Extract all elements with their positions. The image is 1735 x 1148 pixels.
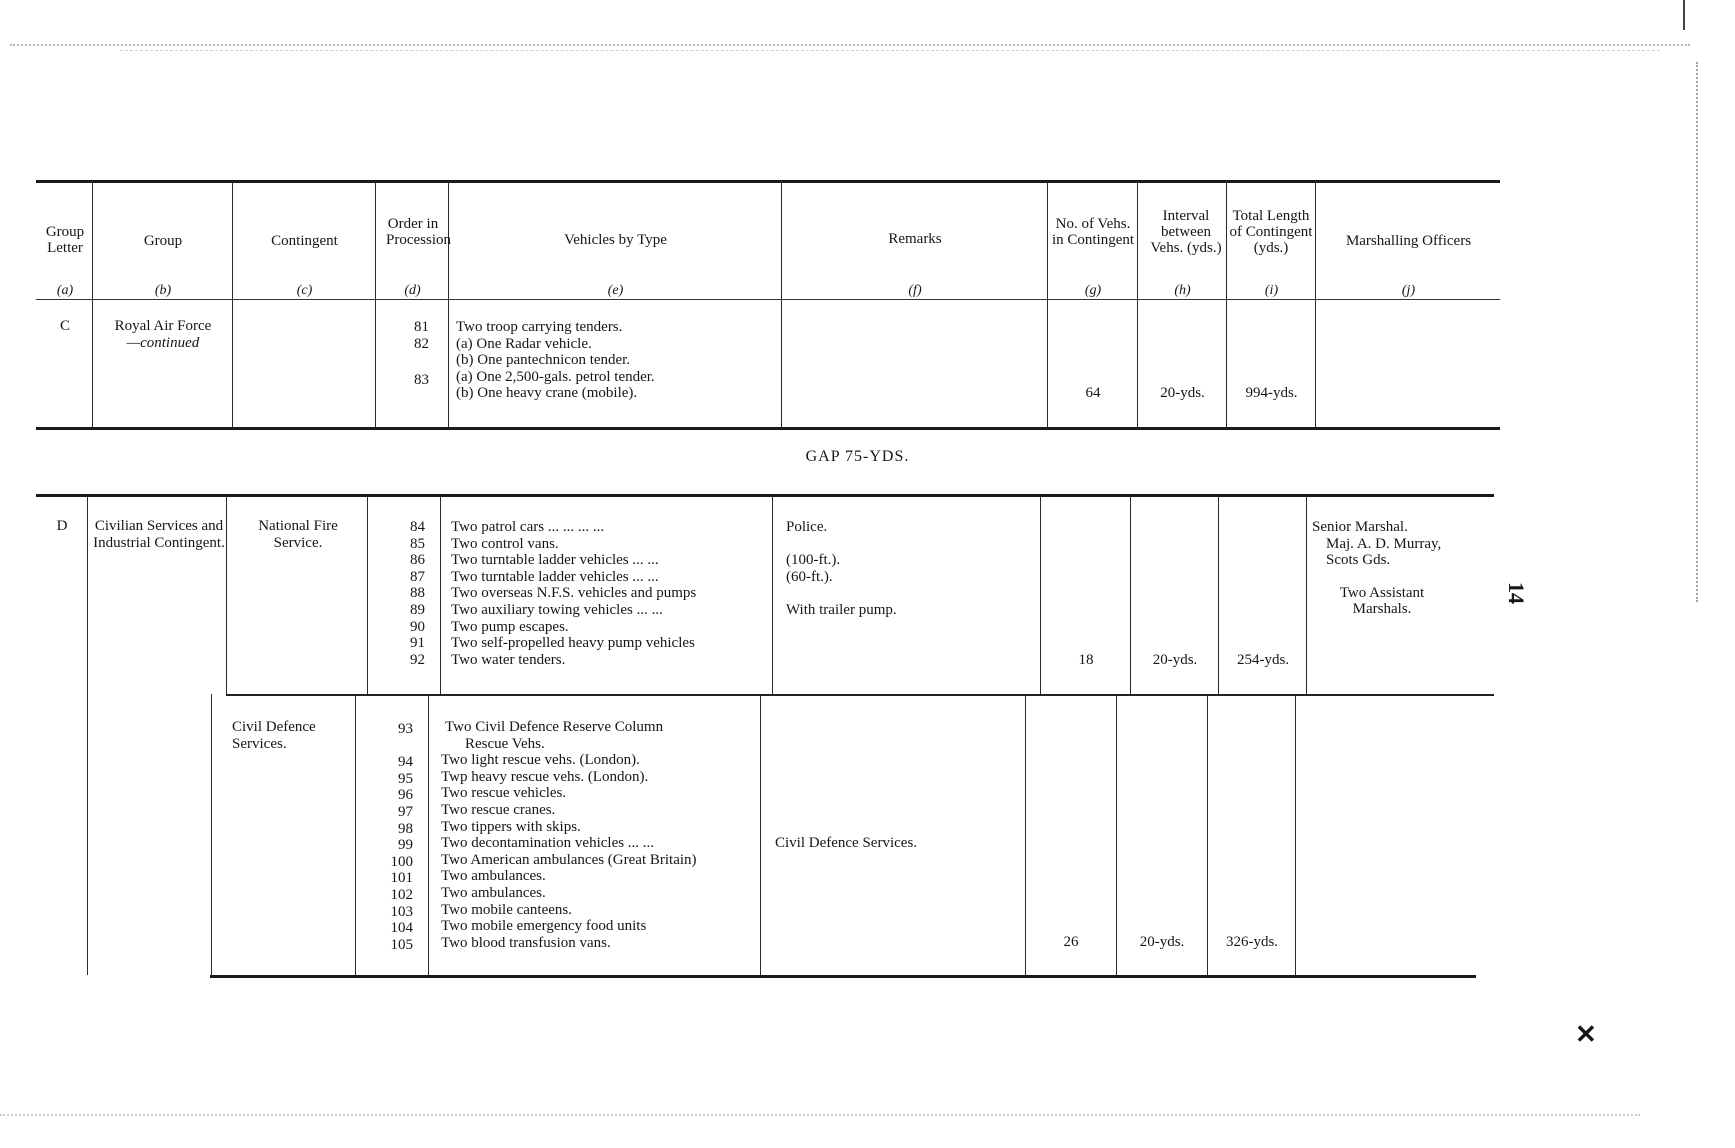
order-number: 87	[410, 568, 425, 585]
order-number: 92	[410, 651, 425, 668]
nfs-contingent: National Fire Service.	[258, 518, 338, 551]
nfs-total-length: 254-yds.	[1236, 652, 1290, 668]
section-c-group-cont: —continued	[126, 335, 200, 351]
section-c-orders	[377, 319, 429, 388]
header-vehicles: Vehicles by Type	[564, 232, 667, 248]
order-number: 105	[390, 936, 413, 953]
scan-edge-mark	[1683, 0, 1685, 30]
cds-no-vehs: 26	[1063, 934, 1079, 950]
header-no-vehs: No. of Vehs. in Contingent	[1051, 216, 1135, 248]
page-number: 14	[1504, 582, 1529, 604]
order-number: 91	[410, 635, 425, 652]
vehicle-entry: Two pump escapes.	[451, 618, 569, 635]
col-letter-e: (e)	[607, 283, 624, 298]
senior-marshal-unit: Scots Gds.	[1326, 552, 1391, 569]
remark-entry	[786, 619, 1036, 636]
order-number: 103	[390, 903, 413, 920]
section-c-no-vehs: 64	[1085, 385, 1101, 401]
order-number: 83	[414, 371, 429, 388]
col-letter-c: (c)	[296, 283, 313, 298]
order-number: 98	[398, 820, 413, 837]
nfs-interval: 20-yds.	[1152, 652, 1198, 668]
section-c-group: Royal Air Force	[114, 318, 212, 334]
assistant-marshals: Two Assistant Marshals.	[1339, 584, 1425, 618]
remark-entry	[786, 652, 1036, 669]
vehicle-entry: Two mobile emergency food units	[441, 918, 647, 935]
order-number: 104	[390, 920, 413, 937]
vehicle-entry: Two rescue cranes.	[441, 801, 556, 818]
scan-right-strip	[1696, 62, 1698, 602]
header-contingent: Contingent	[271, 233, 338, 249]
col-letter-h: (h)	[1174, 283, 1191, 298]
vehicle-entry: Two mobile canteens.	[441, 901, 572, 918]
order-number: 97	[398, 803, 413, 820]
vehicle-entry: Two water tenders.	[451, 651, 566, 668]
section-d-group: Civilian Services and Industrial Contingent.	[93, 518, 225, 551]
header-total-length: Total Length of Contingent (yds.)	[1229, 208, 1313, 256]
vehicle-entry: Two rescue vehicles.	[441, 785, 567, 802]
section-c-vehicles	[456, 319, 776, 402]
vehicle-entry: Two blood transfusion vans.	[441, 934, 611, 951]
header-group: Group	[143, 233, 183, 249]
order-number: 99	[398, 837, 413, 854]
vehicle-entry: Two auxiliary towing vehicles ... ...	[451, 601, 663, 618]
vehicle-entry: Two overseas N.F.S. vehicles and pumps	[451, 585, 697, 602]
order-number: 100	[390, 853, 413, 870]
cds-vehicles	[441, 719, 759, 951]
cds-total-length: 326-yds.	[1225, 934, 1279, 950]
header-marshalling: Marshalling Officers	[1345, 233, 1472, 249]
vehicle-entry: (b) One heavy crane (mobile).	[456, 385, 638, 402]
nfs-orders	[380, 519, 425, 668]
section-d-letter: D	[56, 518, 68, 534]
remark-entry: (100-ft.).	[786, 552, 841, 569]
order-number: 84	[410, 519, 425, 535]
header-remarks: Remarks	[888, 231, 942, 247]
cds-contingent: Civil Defence Services.	[232, 719, 316, 752]
order-number: 102	[390, 886, 413, 903]
col-letter-a: (a)	[56, 283, 74, 298]
vehicle-entry: (a) One 2,500-gals. petrol tender.	[456, 368, 655, 385]
vehicle-entry: Two tippers with skips.	[441, 818, 581, 835]
order-number: 81	[414, 319, 429, 335]
vehicle-entry: Rescue Vehs.	[465, 735, 545, 752]
order-number	[368, 738, 413, 755]
vehicle-entry: Two turntable ladder vehicles ... ...	[451, 568, 659, 585]
vehicle-entry: Two decontamination vehicles ... ...	[441, 835, 655, 852]
marshalling-officers	[1312, 519, 1502, 618]
col-letter-i: (i)	[1264, 283, 1279, 298]
scan-noise-bottom	[0, 1114, 1640, 1116]
order-number: 85	[410, 535, 425, 552]
corner-smudge: ✕	[1575, 1020, 1597, 1049]
col-letter-f: (f)	[908, 283, 922, 298]
scan-noise-top-2	[120, 50, 1660, 51]
vehicle-entry: Two ambulances.	[441, 884, 546, 901]
scan-noise-top	[10, 44, 1690, 46]
vehicle-entry: Two control vans.	[451, 535, 559, 552]
section-c-total-length: 994-yds.	[1245, 385, 1298, 401]
remark-entry: With trailer pump.	[786, 601, 897, 618]
nfs-remarks	[786, 519, 1036, 668]
vehicle-entry: Two Civil Defence Reserve Column	[445, 719, 664, 735]
vehicle-entry: Two ambulances.	[441, 868, 546, 885]
order-number: 88	[410, 585, 425, 602]
remark-entry	[786, 585, 1036, 602]
section-c-interval: 20-yds.	[1160, 385, 1205, 401]
header-group-letter: Group Letter	[45, 224, 85, 256]
order-number	[377, 352, 429, 369]
nfs-vehicles	[451, 519, 769, 668]
vehicle-entry: Two light rescue vehs. (London).	[441, 752, 640, 769]
remark-entry: (60-ft.).	[786, 568, 833, 585]
cds-interval: 20-yds.	[1139, 934, 1185, 950]
order-number: 93	[398, 721, 413, 737]
vehicle-entry: Two patrol cars ... ... ... ...	[451, 519, 605, 535]
header-order: Order in Procession	[386, 216, 451, 248]
vehicle-entry: Two self-propelled heavy pump vehicles	[451, 635, 695, 652]
nfs-no-vehs: 18	[1078, 652, 1094, 668]
remark-entry: Police.	[786, 519, 828, 535]
header-interval: Interval between Vehs. (yds.)	[1150, 208, 1222, 256]
order-number: 101	[390, 870, 413, 887]
order-number: 96	[398, 787, 413, 804]
gap-text: GAP 75-YDS.	[805, 448, 910, 465]
col-letter-g: (g)	[1084, 283, 1102, 298]
order-number: 90	[410, 618, 425, 635]
order-number: 82	[414, 335, 429, 352]
vehicle-entry: Two troop carrying tenders.	[456, 319, 623, 335]
order-number: 95	[398, 770, 413, 787]
order-number: 94	[398, 754, 413, 771]
senior-marshal-label: Senior Marshal.	[1312, 519, 1408, 535]
vehicle-entry: (a) One Radar vehicle.	[456, 335, 592, 352]
section-c-letter: C	[59, 318, 70, 334]
remark-entry	[786, 536, 1036, 553]
col-letter-j: (j)	[1401, 283, 1416, 298]
vehicle-entry: (b) One pantechnicon tender.	[456, 352, 631, 369]
cds-remarks: Civil Defence Services.	[775, 835, 918, 851]
col-letter-b: (b)	[154, 283, 172, 298]
senior-marshal-name: Maj. A. D. Murray,	[1326, 535, 1442, 552]
vehicle-entry: Two American ambulances (Great Britain)	[441, 851, 697, 868]
vehicle-entry: Two turntable ladder vehicles ... ...	[451, 552, 659, 569]
order-number: 86	[410, 552, 425, 569]
vehicle-entry: Twp heavy rescue vehs. (London).	[441, 768, 649, 785]
remark-entry	[786, 635, 1036, 652]
cds-orders	[368, 721, 413, 953]
gap-label	[0, 448, 1735, 466]
col-letter-d: (d)	[404, 283, 421, 298]
order-number: 89	[410, 601, 425, 618]
